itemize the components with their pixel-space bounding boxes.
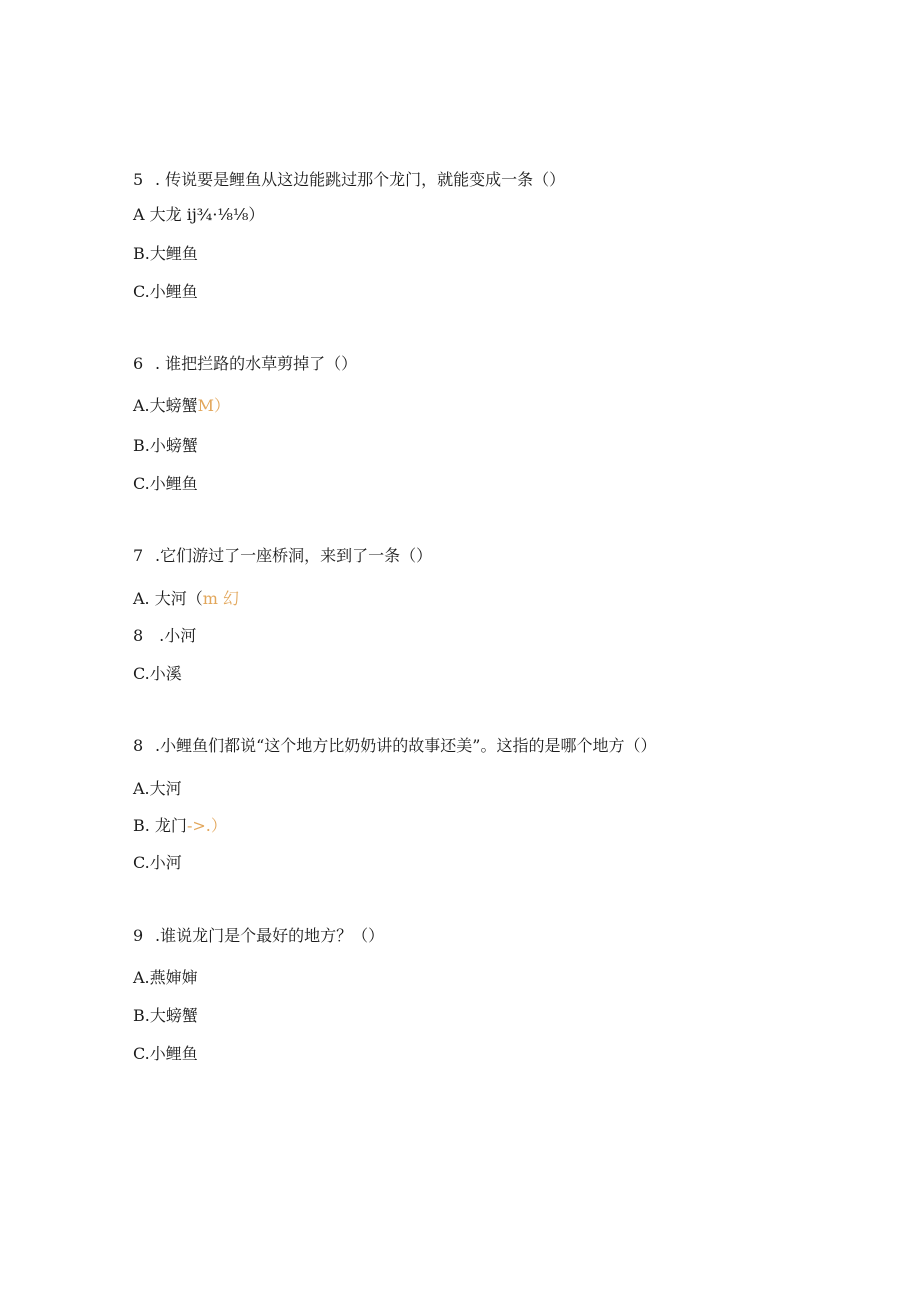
option-text: B.大鲤鱼 [133,244,198,263]
option-annotation: m 幻 [202,589,239,608]
option-text: A. 大河（ [133,589,203,608]
question-number: 7 [133,546,144,565]
question-text: . 谁把拦路的水草剪掉了（） [155,354,358,373]
question-8 [133,736,656,756]
option-7-c [133,664,182,684]
option-8-b [133,816,227,836]
option-9-c [133,1044,198,1064]
question-7 [133,546,432,566]
option-text: A 大龙 ij¾·⅛⅛） [133,205,265,224]
option-annotation: ->.） [186,816,227,835]
option-text: 8 .小河 [133,626,197,645]
question-number: 5 [133,170,144,189]
option-5-c [133,282,198,302]
option-5-a [133,205,264,225]
option-9-b [133,1006,198,1026]
question-number: 9 [133,926,144,945]
option-8-c [133,853,182,873]
option-7-b [133,626,196,646]
option-text: C.小鲤鱼 [133,474,198,493]
option-9-a [133,968,198,988]
question-5 [133,170,565,190]
question-6 [133,354,357,374]
question-text: . 传说要是鲤鱼从这边能跳过那个龙门，就能变成一条（） [155,170,566,189]
option-7-a [133,589,239,609]
question-number: 8 [133,736,144,755]
option-text: A.大螃蟹 [133,396,198,415]
option-text: A.燕婶婶 [133,968,198,987]
option-6-c [133,474,198,494]
option-text: C.小溪 [133,664,182,683]
option-text: C.小鲤鱼 [133,282,198,301]
option-text: B.大螃蟹 [133,1006,198,1025]
question-text: .谁说龙门是个最好的地方？（） [155,926,385,945]
option-text: B.小螃蟹 [133,436,198,455]
question-text: .它们游过了一座桥洞，来到了一条（） [155,546,433,565]
option-6-a [133,396,230,416]
option-annotation: M） [197,396,231,415]
option-text: C.小鲤鱼 [133,1044,198,1063]
option-5-b [133,244,198,264]
option-8-a [133,779,182,799]
option-6-b [133,436,198,456]
option-text: C.小河 [133,853,182,872]
question-number: 6 [133,354,144,373]
option-text: A.大河 [133,779,182,798]
question-9 [133,926,384,946]
question-text: .小鲤鱼们都说“这个地方比奶奶讲的故事还美”。这指的是哪个地方（） [155,736,657,755]
option-text: B. 龙门 [133,816,187,835]
